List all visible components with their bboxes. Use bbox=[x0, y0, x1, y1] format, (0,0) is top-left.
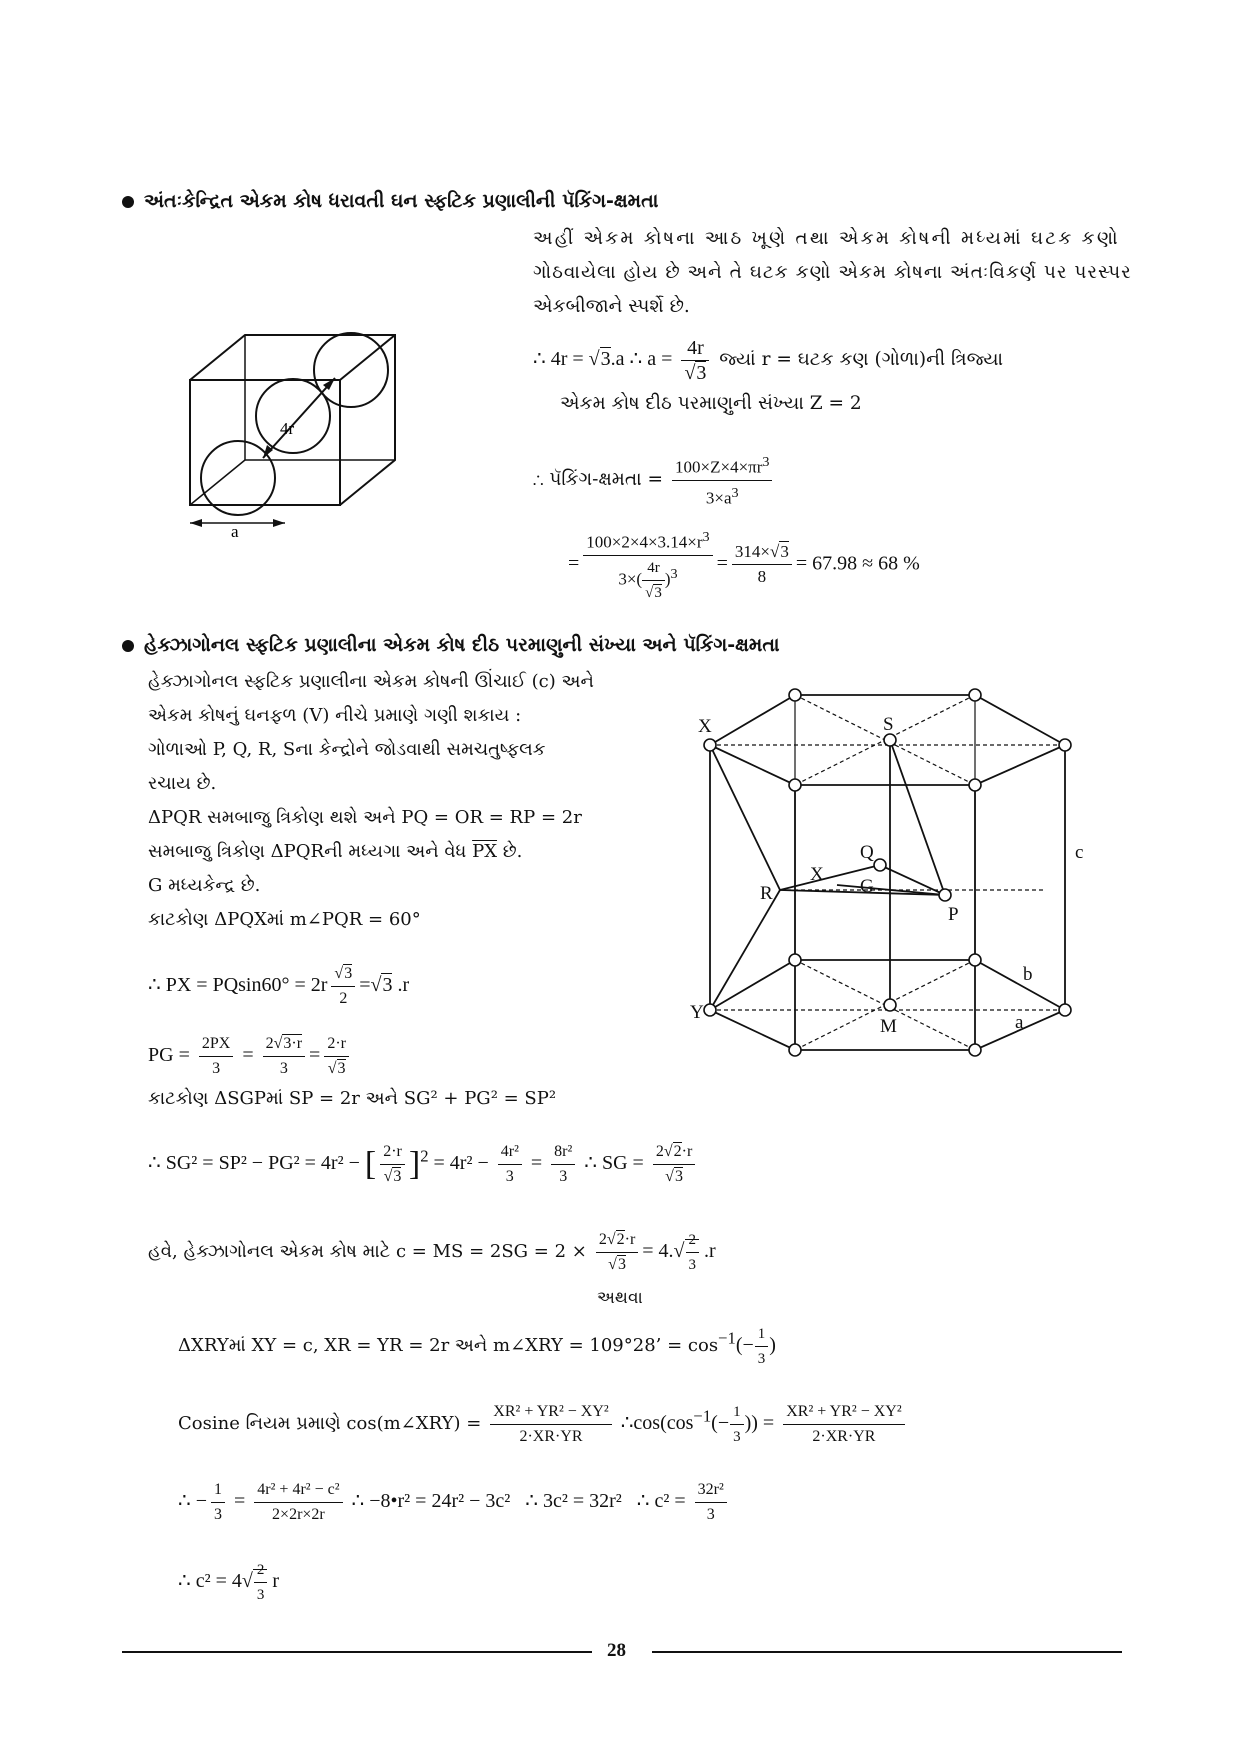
footer-rule-right bbox=[652, 1651, 1122, 1653]
hexagonal-cell-diagram bbox=[680, 680, 1100, 1080]
equation-4: = $100\times 2\times 4\times 3.14\times r^3$ 3×( $\frac{4r}{√3}$ )$^3$ = $\frac{314\times√3}{8}$ = 67.98 ≈ 68 % bbox=[568, 525, 920, 605]
equation-final: ∴ c² = 4√ $\frac{2}{3}$ r bbox=[178, 1558, 279, 1607]
bullet-icon bbox=[122, 640, 134, 652]
equation-sg: ∴ SG² = SP² − PG² = 4r² − [ $\frac{2\cdot r}{√3}$ ]$^2$ = 4r² − $\frac{\text{4r²}}{3}$ = $\frac{\text{8r²}}{3}$ ∴ SG = $\frac{2√2\cdot r}{√3}$ bbox=[148, 1140, 699, 1189]
equation-pg: PG = $\frac{2PX}{3}$ = $\frac{2√3\cdot r}{3}$ = $\frac{2\cdot r}{√3}$ bbox=[148, 1032, 353, 1081]
svg-text:P: P bbox=[948, 904, 959, 925]
equation-cosine: Cosine નિયમ પ્રમાણે cos(m∠XRY) = $\frac{\text{XR² + YR² − XY²}}{2\cdot XR\cdot YR}$ $\therefore\cos(\cos^{-1}(-$ $\frac{1}{3}$ )) = $\frac{\text{XR² + YR² − XY²}}{2\cdot XR\cdot YR}$ bbox=[178, 1400, 909, 1449]
diag-label: 4r bbox=[280, 419, 295, 438]
equation-1: ∴ 4r = √3.a ∴ a = $\frac{4r}{√3}$ જ્યાં r = ઘટક કણ (ગોળા)ની ત્રિજ્યા bbox=[533, 337, 1004, 384]
equation-hex-c: હવે, હેક્ઝાગોનલ એકમ કોષ માટે c = MS = 2SG = 2 × $\frac{2√2\cdot r}{√3}$ = 4.√ $\frac{2}{3}$ .r bbox=[148, 1228, 716, 1277]
section2-paragraph: હેક્ઝાગોનલ સ્ફટિક પ્રણાલીના એકમ કોષની ઊંચાઈ (c) અને એકમ કોષનું ઘનફળ (V) નીચે પ્રમાણે ગણી શકાય : ગોળાઓ P, Q, R, Sના કેન્દ્રોને જોડવાથી સમચતુષ્ફલક રચાય છે. ΔPQR સમબાજુ ત્રિકોણ થશે અને PQ = OR = RP = 2r સમબાજુ ત્રિકોણ ΔPQRની મધ્યગા અને વેધ $\overline{PX}$ છે. G મધ્યકેન્દ્ર છે. કાટકોણ ΔPQXમાં m∠PQR = 60° bbox=[148, 671, 594, 930]
equation-xry: ΔXRYમાં XY = c, XR = YR = 2r અને m∠XRY = 109°28’ = $\cos^{-1}(-$ $\frac{1}{3}$ ) bbox=[178, 1322, 776, 1371]
svg-text:c: c bbox=[1075, 842, 1084, 863]
svg-text:S: S bbox=[883, 714, 894, 735]
equation-c-squared: ∴ − $\frac{1}{3}$ = $\frac{\text{4r² + 4r² − c²}}{2\times 2r\times 2r}$ ∴ −8•r² = 24r² − 3c² ∴ 3c² = 32r² ∴ c² = $\frac{\text{32r²}}{3}$ bbox=[178, 1478, 731, 1527]
svg-text:Q: Q bbox=[860, 842, 874, 863]
section2-heading: હેક્ઝાગોનલ સ્ફટિક પ્રણાલીના એકમ કોષ દીઠ પરમાણુની સંખ્યા અને પૅકિંગ-ક્ષમતા bbox=[122, 634, 780, 656]
equation-3: ∴ પૅકિંગ-ક્ષમતા = $\frac{100\times Z\times 4\times\pi r^3}{3\times a^3}$ bbox=[533, 450, 776, 510]
sphere-corner-1 bbox=[201, 441, 275, 515]
svg-text:R: R bbox=[760, 883, 773, 904]
svg-text:G: G bbox=[860, 876, 874, 897]
bullet-icon bbox=[122, 196, 134, 208]
svg-text:X: X bbox=[698, 716, 712, 737]
diagonal-arrow bbox=[263, 378, 335, 458]
svg-text:a: a bbox=[1015, 1012, 1024, 1033]
page-number: 28 bbox=[607, 1640, 626, 1661]
equation-px: ∴ PX = PQsin60° = 2r $\frac{√3}{2}$ =√3 .r bbox=[148, 962, 409, 1011]
section1-paragraph: અહીં એકમ કોષના આઠ ખૂણે તથા એકમ કોષની મધ્યમાં ઘટક કણો ગોઠવાયેલા હોય છે અને તે ઘટક કણો એકમ કોષના અંતઃવિકર્ણ પર પરસ્પર એકબીજાને સ્પર્શે છે. bbox=[533, 228, 1132, 317]
sgp-line: કાટકોણ ΔSGPમાં SP = 2r અને SG² + PG² = SP² bbox=[148, 1088, 557, 1109]
svg-text:M: M bbox=[880, 1016, 897, 1037]
svg-text:Y: Y bbox=[690, 1002, 704, 1023]
athva-label: અથવા bbox=[597, 1288, 643, 1308]
footer-rule-left bbox=[122, 1651, 592, 1653]
svg-text:X: X bbox=[810, 864, 824, 885]
svg-text:b: b bbox=[1023, 964, 1033, 985]
edge-label: a bbox=[231, 522, 239, 540]
equation-2: એકમ કોષ દીઠ પરમાણુની સંખ્યા Z = 2 bbox=[560, 393, 862, 414]
section1-heading: અંતઃકેન્દ્રિત એકમ કોષ ધરાવતી ઘન સ્ફટિક પ્રણાલીની પૅકિંગ-ક્ષમતા bbox=[122, 190, 658, 212]
bcc-cube-diagram bbox=[175, 330, 415, 540]
